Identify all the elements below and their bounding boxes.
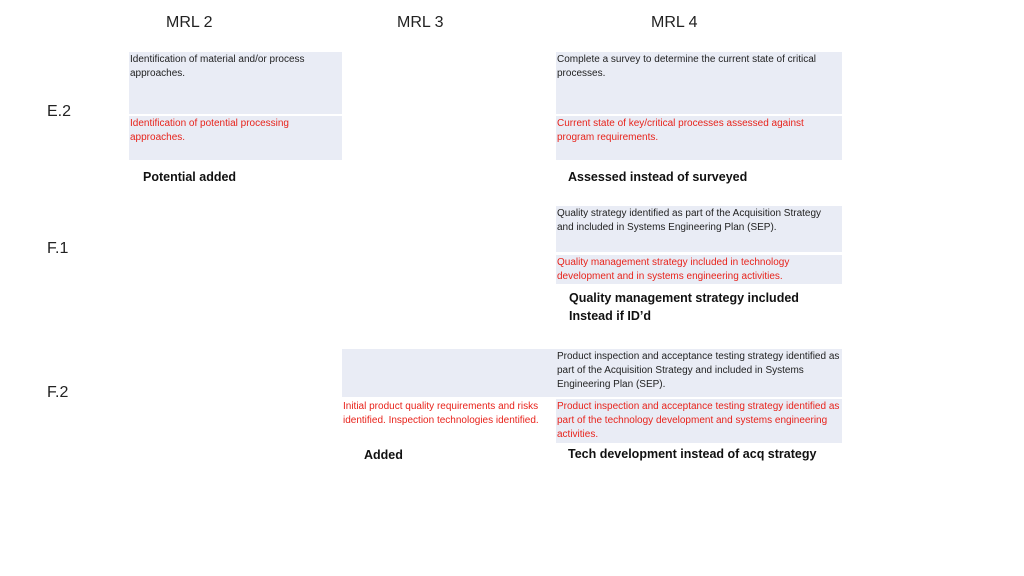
e2-mrl4-original-cell: Complete a survey to determine the current state of critical processes. (556, 52, 842, 114)
f2-mrl3-empty-cell (342, 349, 556, 397)
f2-mrl3-note: Added (364, 448, 403, 462)
row-label-e2: E.2 (47, 103, 72, 120)
f1-mrl4-original-cell: Quality strategy identified as part of the Acquisition Strategy and included in Systems Engineering Plan (SEP). (556, 206, 842, 252)
f2-mrl4-note: Tech development instead of acq strategy (568, 447, 817, 461)
f1-mrl4-note (569, 289, 799, 325)
f1-mrl4-revised-cell: Quality management strategy included in technology development and in systems engineering activities. (556, 255, 842, 284)
column-header-mrl3: MRL 3 (397, 14, 444, 31)
e2-mrl2-revised-cell: Identification of potential processing approaches. (129, 116, 342, 160)
column-header-mrl4: MRL 4 (651, 14, 698, 31)
e2-mrl2-original-cell: Identification of material and/or process approaches. (129, 52, 342, 114)
f1-mrl4-note-line2: Instead if ID’d (569, 309, 651, 323)
row-label-f2: F.2 (47, 384, 69, 401)
f2-mrl3-revised-cell: Initial product quality requirements and risks identified. Inspection technologies identified. (342, 399, 556, 443)
e2-mrl4-revised-cell: Current state of key/critical processes assessed against program requirements. (556, 116, 842, 160)
column-header-mrl2: MRL 2 (166, 14, 213, 31)
e2-mrl4-note: Assessed instead of surveyed (568, 170, 748, 184)
f1-mrl4-note-line1: Quality management strategy included (569, 291, 799, 305)
e2-mrl2-note: Potential added (143, 170, 237, 184)
f2-mrl4-revised-cell: Product inspection and acceptance testing strategy identified as part of the technology development and systems engineering activities. (556, 399, 842, 443)
f2-mrl4-original-cell: Product inspection and acceptance testing strategy identified as part of the Acquisition Strategy and included in Systems Engineering Plan (SEP). (556, 349, 842, 397)
row-label-f1: F.1 (47, 240, 69, 257)
